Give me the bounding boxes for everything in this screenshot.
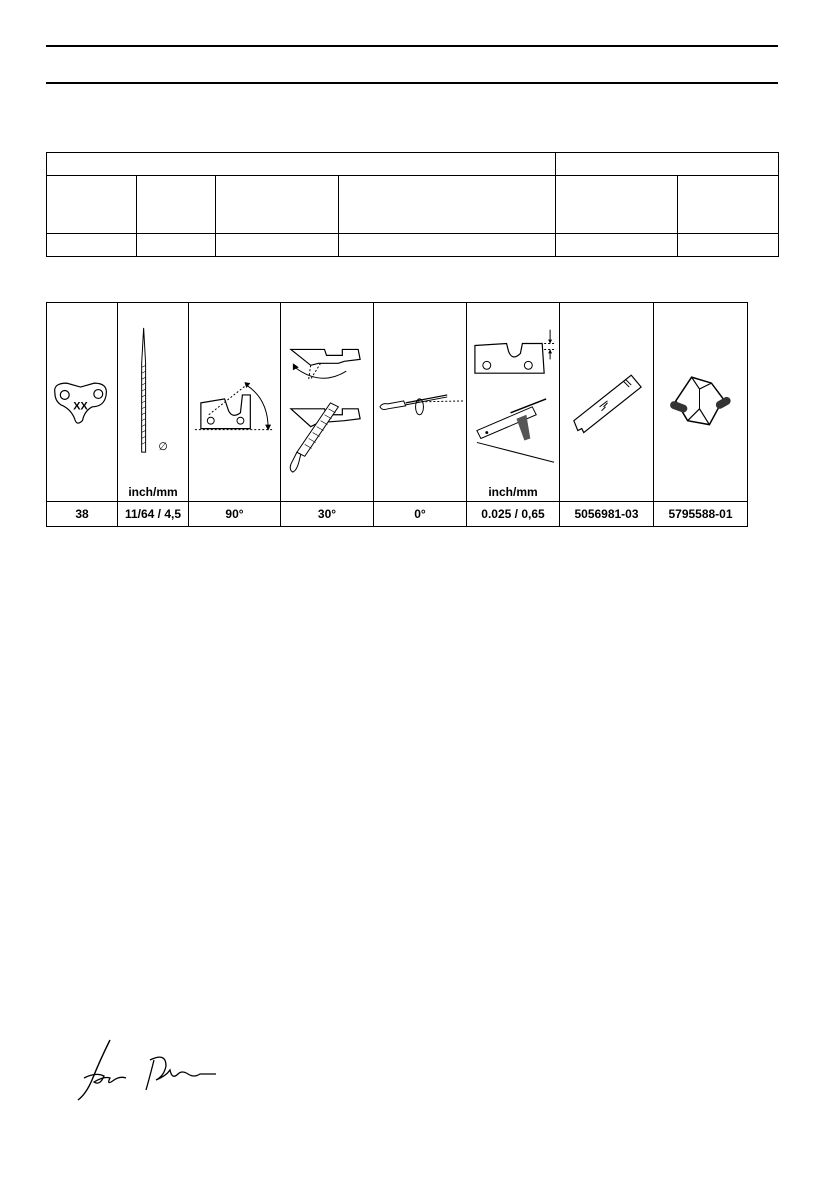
- gauge-mark-label: XX: [73, 400, 88, 413]
- spec-cell: [339, 176, 556, 234]
- drive-link-gauge-icon: [47, 303, 117, 481]
- specification-table: [46, 152, 779, 257]
- spec-cell: [678, 176, 779, 234]
- spec-cell: [556, 176, 678, 234]
- spec-cell: [339, 234, 556, 257]
- spec-header-row: [47, 153, 779, 176]
- round-file-cell: [118, 303, 189, 502]
- depth-gauge-cell: [467, 303, 560, 502]
- file-diameter-value: 11/64 / 4,5: [118, 502, 189, 527]
- spec-subheader-row: [47, 176, 779, 234]
- spec-value-row: [47, 234, 779, 257]
- depth-gauge-tool-icon: [560, 303, 653, 481]
- drive-link-value: 38: [47, 502, 118, 527]
- spec-cell: [137, 176, 216, 234]
- file-holder-icon: [654, 303, 747, 481]
- spec-header-cell: [556, 153, 779, 176]
- file-diameter-unit: inch/mm: [128, 485, 178, 499]
- chain-sharpening-table: [46, 302, 748, 527]
- spec-cell: [47, 176, 137, 234]
- gauge-tool-part-number: 5056981-03: [560, 502, 654, 527]
- round-file-icon: [118, 303, 188, 481]
- cutting-angle-cell: [281, 303, 374, 502]
- spec-cell: [47, 234, 137, 257]
- spec-cell: [216, 176, 339, 234]
- spec-header-cell: [47, 153, 556, 176]
- values-row: [47, 502, 748, 527]
- spec-cell: [556, 234, 678, 257]
- depth-gauge-setting-icon: [467, 303, 559, 481]
- spec-cell: [137, 234, 216, 257]
- spec-cell: [216, 234, 339, 257]
- handwritten-signature: [70, 1030, 220, 1105]
- spec-cell: [678, 234, 779, 257]
- drive-link-cell: [47, 303, 118, 502]
- gauge-tool-cell: [560, 303, 654, 502]
- depth-gauge-unit: inch/mm: [488, 485, 538, 499]
- illustration-row: [47, 303, 748, 502]
- filing-angle-cell: [189, 303, 281, 502]
- top-rule: [46, 45, 778, 47]
- diameter-symbol: ∅: [158, 440, 168, 454]
- filing-angle-value: 90°: [189, 502, 281, 527]
- top-plate-filing-angle-icon: [189, 303, 280, 481]
- holder-angle-value: 0°: [374, 502, 467, 527]
- file-holder-cell: [654, 303, 748, 502]
- cutting-angle-value: 30°: [281, 502, 374, 527]
- cutting-angle-icon: [281, 303, 373, 481]
- second-rule: [46, 82, 778, 84]
- depth-gauge-value: 0.025 / 0,65: [467, 502, 560, 527]
- holder-angle-cell: [374, 303, 467, 502]
- file-holder-part-number: 5795588-01: [654, 502, 748, 527]
- file-holder-angle-icon: [374, 303, 466, 481]
